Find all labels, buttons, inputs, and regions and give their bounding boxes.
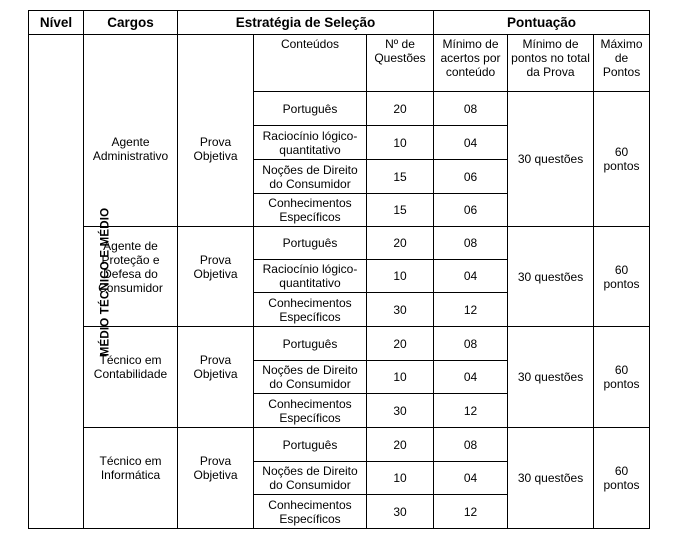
questoes-cell: 20	[367, 227, 434, 260]
cargo-name: Técnico em Contabilidade	[93, 353, 168, 381]
conteudo-cell: Português	[254, 327, 367, 361]
header-pontuacao: Pontuação	[434, 11, 650, 35]
cargo-name: Agente Administrativo	[92, 134, 169, 163]
table-row	[29, 327, 650, 361]
subheader-maximo: Máximo de Pontos	[594, 35, 650, 92]
maximo-cell: 60 pontos	[594, 92, 650, 227]
blank-cargo-cell	[84, 35, 178, 92]
conteudo-cell: Noções de Direito do Consumidor	[254, 160, 367, 194]
conteudo-cell: Português	[254, 92, 367, 126]
prova-cell	[178, 227, 254, 327]
header-estrategia: Estratégia de Seleção	[178, 11, 434, 35]
questoes-cell: 10	[367, 462, 434, 495]
conteudo-cell: Raciocínio lógico-quantitativo	[254, 260, 367, 293]
minimo-cell: 04	[434, 361, 508, 394]
minimo-cell: 08	[434, 428, 508, 462]
maximo-cell: 60 pontos	[594, 428, 650, 529]
questoes-cell: 15	[367, 160, 434, 194]
questoes-cell: 30	[367, 293, 434, 327]
minimo-cell: 04	[434, 462, 508, 495]
cargo-cell	[84, 428, 178, 529]
conteudo-cell: Conhecimentos Específicos	[254, 394, 367, 428]
header-row	[29, 11, 650, 35]
conteudo-cell: Raciocínio lógico-quantitativo	[254, 126, 367, 160]
subheader-conteudos: Conteúdos	[254, 35, 367, 92]
questoes-cell: 20	[367, 92, 434, 126]
header-cargos: Cargos	[84, 11, 178, 35]
minimo-cell: 08	[434, 92, 508, 126]
table-row	[29, 227, 650, 260]
selection-table	[28, 10, 650, 529]
conteudo-cell: Conhecimentos Específicos	[254, 194, 367, 227]
prova-cell	[178, 428, 254, 529]
questoes-cell: 10	[367, 260, 434, 293]
table-row	[29, 428, 650, 462]
questoes-cell: 20	[367, 428, 434, 462]
questoes-cell: 30	[367, 495, 434, 529]
header-nivel: Nível	[29, 11, 84, 35]
questoes-cell: 15	[367, 194, 434, 227]
minimo-cell: 06	[434, 194, 508, 227]
prova-cell	[178, 327, 254, 428]
minimo-cell: 12	[434, 495, 508, 529]
prova-type: Prova Objetiva	[193, 353, 238, 381]
minimo-cell: 12	[434, 394, 508, 428]
minimo-cell: 08	[434, 327, 508, 361]
minimo-total-cell: 30 questões	[508, 227, 594, 327]
conteudo-cell: Conhecimentos Específicos	[254, 495, 367, 529]
prova-cell	[178, 92, 254, 227]
subheader-minimo-total: Mínimo de pontos no total da Prova	[508, 35, 594, 92]
nivel-cell	[29, 35, 112, 529]
cargo-name: Agente de Proteção e Defesa do Consumidor	[98, 238, 163, 295]
table-row	[29, 92, 650, 126]
conteudo-cell: Português	[254, 227, 367, 260]
minimo-cell: 12	[434, 293, 508, 327]
conteudo-cell: Português	[254, 428, 367, 462]
questoes-cell: 10	[367, 126, 434, 160]
minimo-total-cell: 30 questões	[508, 92, 594, 227]
minimo-cell: 04	[434, 260, 508, 293]
conteudo-cell: Conhecimentos Específicos	[254, 293, 367, 327]
subheader-num-questoes: Nº de Questões	[367, 35, 434, 92]
cargo-name: Técnico em Informática	[99, 454, 162, 482]
blank-prova-cell	[178, 35, 254, 92]
conteudo-cell: Noções de Direito do Consumidor	[254, 462, 367, 495]
prova-type: Prova Objetiva	[193, 134, 238, 163]
cargo-cell	[84, 92, 178, 227]
questoes-cell: 10	[367, 361, 434, 394]
minimo-total-cell: 30 questões	[508, 428, 594, 529]
questoes-cell: 20	[367, 327, 434, 361]
prova-type: Prova Objetiva	[193, 252, 238, 281]
questoes-cell: 30	[367, 394, 434, 428]
minimo-total-cell: 30 questões	[508, 327, 594, 428]
subheader-row	[29, 35, 650, 92]
minimo-cell: 04	[434, 126, 508, 160]
subheader-minimo-acertos: Mínimo de acertos por conteúdo	[434, 35, 508, 92]
maximo-cell: 60 pontos	[594, 327, 650, 428]
minimo-cell: 08	[434, 227, 508, 260]
nivel-label: MÉDIO TÉCNICO E MÉDIO	[99, 207, 112, 357]
minimo-cell: 06	[434, 160, 508, 194]
conteudo-cell: Noções de Direito do Consumidor	[254, 361, 367, 394]
maximo-cell: 60 pontos	[594, 227, 650, 327]
prova-type: Prova Objetiva	[193, 454, 238, 482]
